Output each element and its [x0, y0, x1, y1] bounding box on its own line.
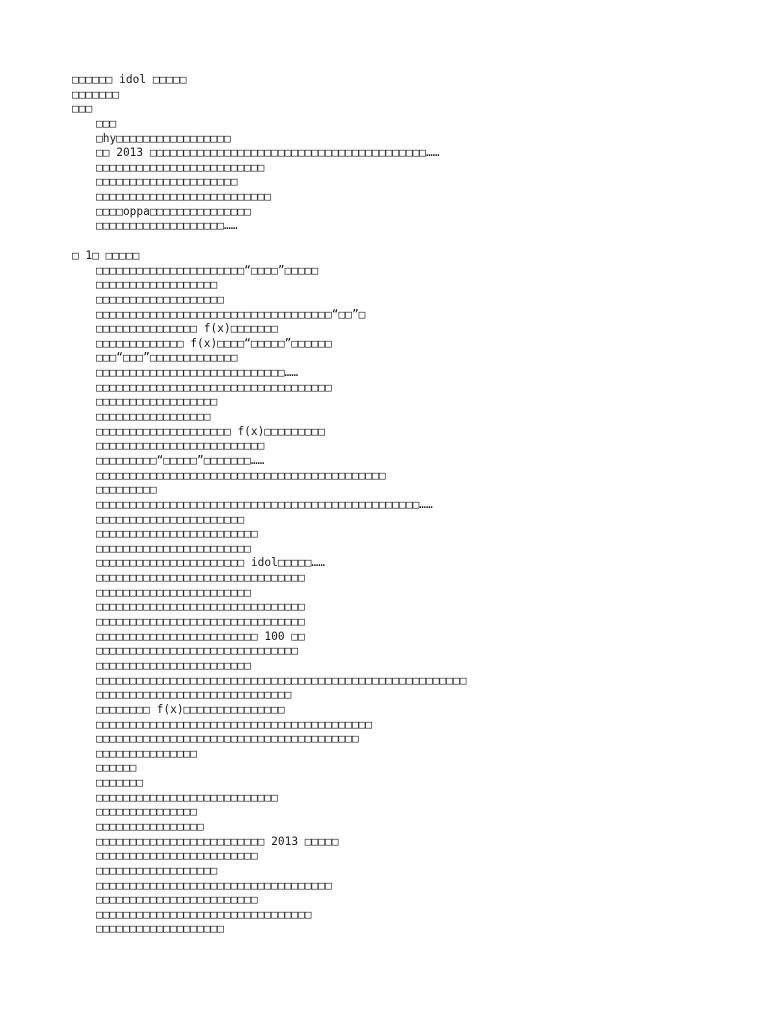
intro-line: □□□ — [96, 116, 117, 130]
document-title: □□□□□□ idol □□□□□ — [72, 73, 187, 86]
intro-line: □□□□□□□□□□□□□□□□□□□□□□□□□ — [96, 160, 265, 174]
body-line: □□□□□□□□□□□□□□□□□□□□□□□□ — [96, 849, 258, 863]
body-line: □□□□□□□□□□□□□□□ — [96, 746, 198, 760]
body-line: □□□□□□□□□□□□□□□□□□□□□□□□□□□□□□□□□□□□□□□□□□□ — [96, 468, 386, 482]
body-line: □□□□□□□□□□□□□□□ — [96, 805, 198, 819]
body-line: □□□□□□□□□□□□□□□□□□□ — [96, 922, 224, 936]
body-line: □□□□□□□□ f(x)□□□□□□□□□□□□□□□ — [96, 702, 285, 716]
body-line: □□□□□□□□□□□□□□□□□□□□□□□□□ 2013 □□□□□ — [96, 834, 339, 848]
body-line: □□□□□□□ — [96, 776, 144, 790]
chapter-section — [72, 249, 768, 937]
body-line: □□□□□□□□□□□□□□□□□□□□□□□□ — [96, 527, 258, 541]
body-line: □□□□□□□□□□□□□□□□□□□□□□□□□□□□□□ — [96, 644, 299, 658]
body-line: □□□□□□□□□□□□□□□□□□□□□□□□ — [96, 893, 258, 907]
intro-line: □□ 2013 □□□□□□□□□□□□□□□□□□□□□□□□□□□□□□□□□□□□□□□□□…… — [96, 146, 440, 160]
body-line: □□□□□□□□□□□□□□□□□□□□□□ — [96, 512, 245, 526]
body-line: □□□□□□□□□□□□□□□□□□□□□□□ — [96, 541, 251, 555]
body-line: □□□□□□□□□□□□□□□□□□□□□□□□□□□□□□□□□□□ — [96, 878, 332, 892]
intro-heading: □□□ — [72, 102, 93, 116]
body-line: □□□□□□□□□□□□□□□□□ — [96, 410, 211, 424]
body-line: □□□□□□□□□□□□□□□□□□□□□□□□□□□□□□□□□□□□□□□ — [96, 732, 359, 746]
body-line: □□□□□□□□□□□□□□□□□□□□□□□□□□□□□□□□□□□ — [96, 380, 332, 394]
body-line: □□□□□□□□□□□□□□□□□□□□□□“□□□□”□□□□□ — [96, 263, 319, 277]
body-line: □□□□□□□□□□□□□□□□□□□□□□□□□□□□□ — [96, 688, 292, 702]
body-line: □□□□□□□□□□□□□□□□□□□□□□□□□ — [96, 439, 265, 453]
body-line: □□□□□□□□□□□□□□□□□□□□□□□□□□□□□□□ — [96, 571, 305, 585]
intro-line: □□□□oppa□□□□□□□□□□□□□□□ — [96, 204, 251, 218]
body-line: □□□□□□□□□□□□□□□□□□□□□□□□□□□□□□□□□□□□□□□□□ — [96, 717, 373, 731]
body-line: □□□□□□□□□“□□□□□”□□□□□□□…… — [96, 453, 265, 467]
document-subtitle: □□□□□□□ — [72, 87, 120, 101]
body-line: □□□□□□□□□□□□□□□□□□□□□□□□□□□□□□□ — [96, 615, 305, 629]
body-line: □□□□□□□□□□□□□ f(x)□□□□“□□□□□”□□□□□□ — [96, 336, 332, 350]
body-line: □□□□□□ — [96, 761, 137, 775]
chapter-title: □ 1□ □□□□□ — [72, 249, 140, 262]
body-line: □□□□□□□□□□□□□□□□□□□□□□□□□□□□□□□□□□□□□□□□□□□□□□□□…… — [96, 497, 433, 511]
body-line: □□□□□□□□□□□□□□□□□□□□□□□ — [96, 585, 251, 599]
intro-line: □□□□□□□□□□□□□□□□□□□…… — [96, 219, 238, 233]
body-line: □□□□□□□□□□□□□□□□□□□□□□□□□□□□□□□ — [96, 600, 305, 614]
body-line: □□□□□□□□□□□□□□□□□□ — [96, 278, 218, 292]
chapter-body — [72, 264, 768, 937]
body-line: □□□□□□□□□ — [96, 483, 157, 497]
body-line: □□□□□□□□□□□□□□□□□□□□□□□□□□□□□□□□□□□□□□□□□□□□□□□□□□□□□□□ — [96, 673, 467, 687]
intro-line: □□□□□□□□□□□□□□□□□□□□□ — [96, 175, 238, 189]
body-line: □□□□□□□□□□□□□□□□□□□□□□ idol□□□□□…… — [96, 556, 326, 570]
intro-line: □hy□□□□□□□□□□□□□□□□□ — [96, 131, 231, 145]
body-line: □□□□□□□□□□□□□□□ f(x)□□□□□□□ — [96, 322, 278, 336]
body-line: □□□□□□□□□□□□□□□□□□□□□□□□ 100 □□ — [96, 629, 305, 643]
body-line: □□□□□□□□□□□□□□□□□□□□ f(x)□□□□□□□□□ — [96, 424, 326, 438]
body-line: □□□□□□□□□□□□□□□□□□□□□□□□□□□□□□□□ — [96, 907, 312, 921]
body-line: □□□□□□□□□□□□□□□□□□□ — [96, 292, 224, 306]
body-line: □□□□□□□□□□□□□□□□□□□□□□□ — [96, 658, 251, 672]
body-line: □□□□□□□□□□□□□□□□□□□□□□□□□□□□□□□□□□□“□□”□ — [96, 307, 366, 321]
body-line: □□□□□□□□□□□□□□□□□□ — [96, 395, 218, 409]
body-line: □□□□□□□□□□□□□□□□□□□□□□□□□□□ — [96, 790, 278, 804]
document-header — [72, 73, 768, 234]
body-line: □□□□□□□□□□□□□□□□□□ — [96, 863, 218, 877]
body-line: □□□□□□□□□□□□□□□□ — [96, 819, 204, 833]
intro-line: □□□□□□□□□□□□□□□□□□□□□□□□□□ — [96, 190, 272, 204]
body-line: □□□“□□□”□□□□□□□□□□□□□ — [96, 351, 238, 365]
body-line: □□□□□□□□□□□□□□□□□□□□□□□□□□□□…… — [96, 366, 299, 380]
